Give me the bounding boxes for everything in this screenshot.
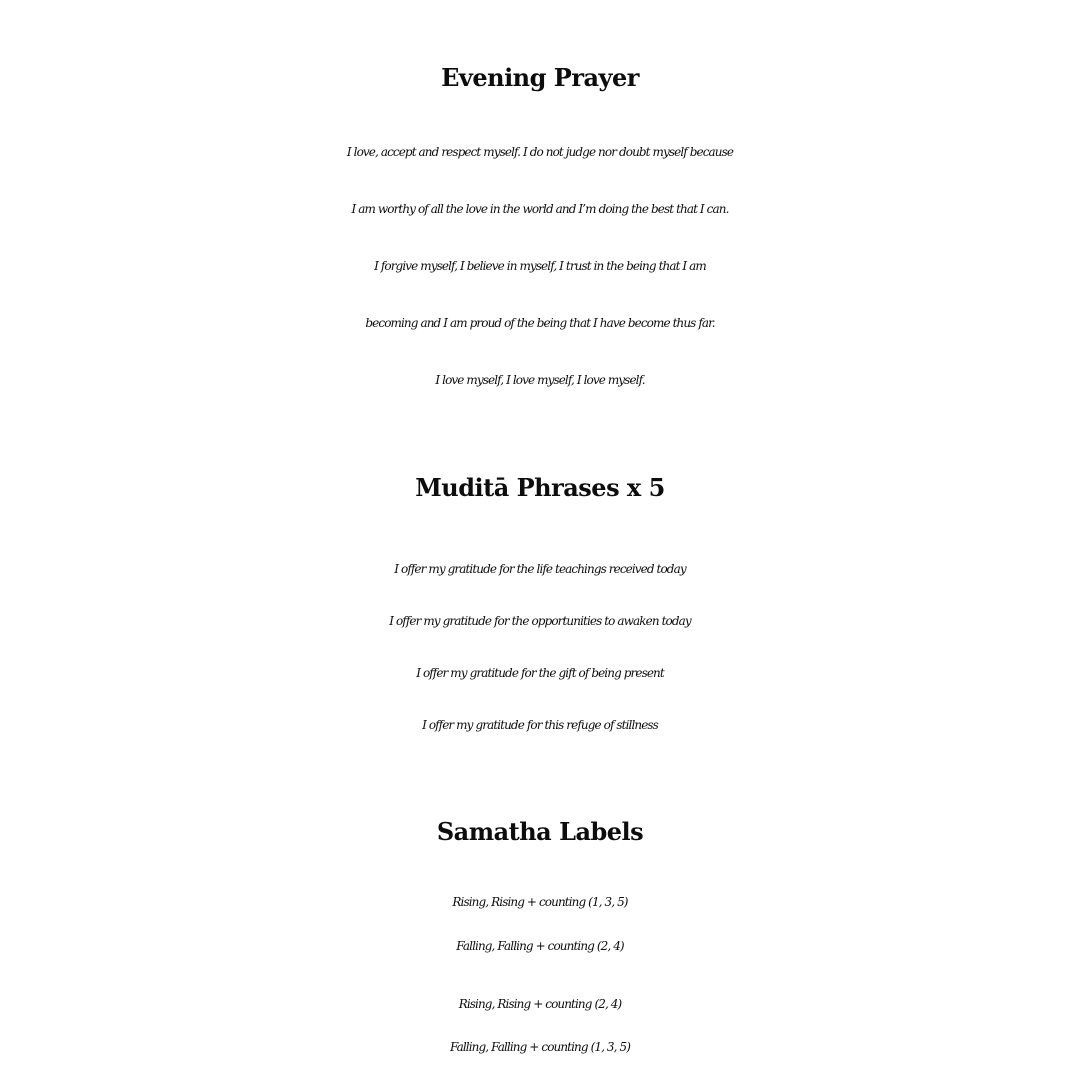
samatha-labels-title: Samatha Labels [436, 817, 644, 846]
prayer-line: I love, accept and respect myself. I do not judge nor doubt myself because [346, 145, 734, 159]
samatha-label-line: Falling, Falling + counting (1, 3, 5) [449, 1040, 630, 1054]
mudita-phrase-line: I offer my gratitude for the gift of being present [416, 666, 664, 680]
evening-prayer-title: Evening Prayer [441, 63, 639, 92]
samatha-label-line: Rising, Rising + counting (2, 4) [458, 997, 622, 1011]
prayer-line: becoming and I am proud of the being that I have become thus far. [365, 316, 715, 330]
mudita-phrases-title: Muditā Phrases x 5 [415, 473, 665, 502]
mudita-phrase-line: I offer my gratitude for the opportunities to awaken today [389, 614, 691, 628]
prayer-line: I forgive myself, I believe in myself, I trust in the being that I am [374, 259, 706, 273]
samatha-label-line: Rising, Rising + counting (1, 3, 5) [452, 895, 628, 909]
prayer-line: I love myself, I love myself, I love myself. [435, 373, 645, 387]
mudita-phrase-line: I offer my gratitude for the life teachings received today [394, 562, 686, 576]
mudita-phrase-line: I offer my gratitude for this refuge of stillness [422, 718, 658, 732]
samatha-label-line: Falling, Falling + counting (2, 4) [456, 939, 624, 953]
prayer-line: I am worthy of all the love in the world and I’m doing the best that I can. [351, 202, 729, 216]
